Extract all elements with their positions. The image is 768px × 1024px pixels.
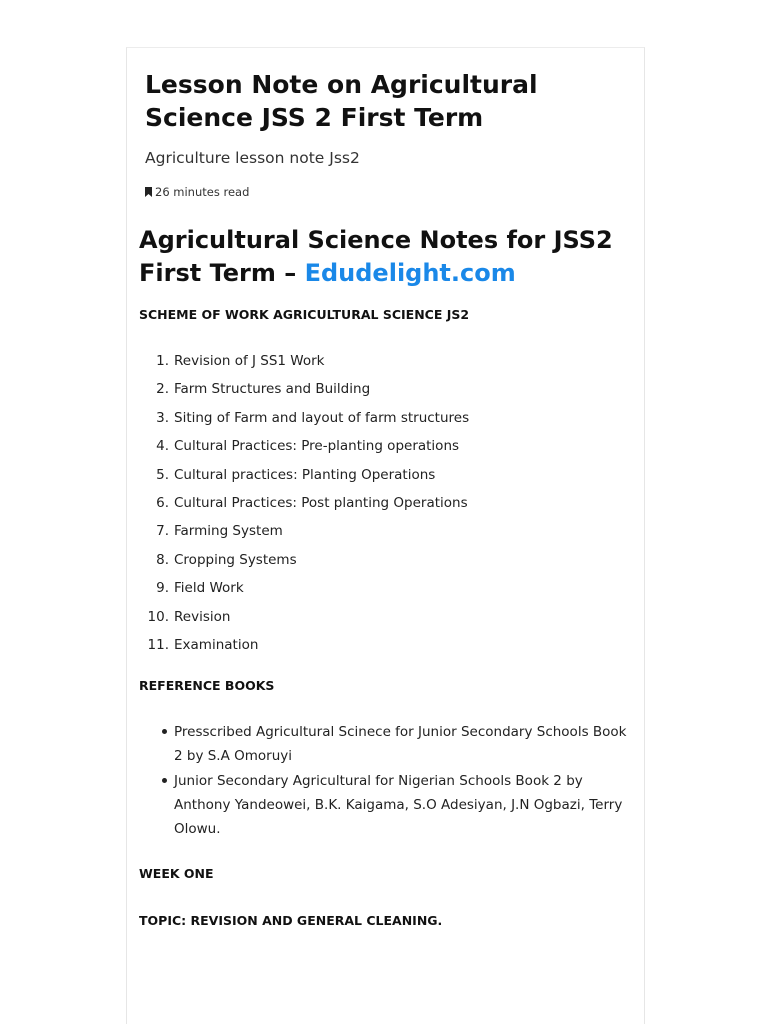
main-heading: [139, 224, 639, 290]
list-item: 11. Examination: [147, 636, 259, 653]
list-item: 1. Revision of J SS1 Work: [156, 353, 325, 369]
list-item: 8. Cropping Systems: [156, 551, 297, 568]
list-item: 5. Cultural practices: Planting Operations: [156, 466, 436, 483]
reference-books-label: REFERENCE BOOKS: [139, 678, 275, 693]
list-item: 7. Farming System: [156, 523, 283, 540]
bookmark-icon: [145, 187, 152, 197]
list-item: Junior Secondary Agricultural for Nigerian Schools Book 2 by Anthony Yandeowei, B.K. Kaigama, S.O Adesiyan, J.N Ogbazi, Terry Olowu.: [139, 769, 639, 841]
read-time: [145, 184, 249, 200]
list-item: Presscribed Agricultural Scinece for Junior Secondary Schools Book 2 by S.A Omoruyi: [139, 720, 639, 768]
list-item: 6. Cultural Practices: Post planting Operations: [156, 494, 468, 511]
list-item: 10. Revision: [147, 608, 231, 625]
edudelight-link[interactable]: Edudelight.com: [304, 259, 516, 287]
list-item: 4. Cultural Practices: Pre-planting operations: [156, 438, 460, 455]
scheme-list: [139, 347, 469, 659]
reference-list: [139, 720, 639, 842]
scheme-of-work-label: SCHEME OF WORK AGRICULTURAL SCIENCE JS2: [139, 307, 470, 322]
article-subtitle: Agriculture lesson note Jss2: [145, 149, 360, 167]
list-item: 9. Field Work: [156, 580, 244, 597]
list-item: 2. Farm Structures and Building: [156, 381, 371, 398]
week-one-label: WEEK ONE: [139, 866, 214, 881]
bullet-icon: [162, 729, 167, 734]
bullet-icon: [162, 778, 167, 783]
topic-label: TOPIC: REVISION AND GENERAL CLEANING.: [139, 913, 443, 928]
main-heading-text: Agricultural Science Notes for JSS2 First Term –: [139, 226, 613, 287]
list-item: 3. Siting of Farm and layout of farm structures: [156, 409, 470, 426]
article-title: Lesson Note on Agricultural Science JSS 2 First Term: [145, 70, 538, 132]
read-time-text: 26 minutes read: [155, 185, 250, 199]
